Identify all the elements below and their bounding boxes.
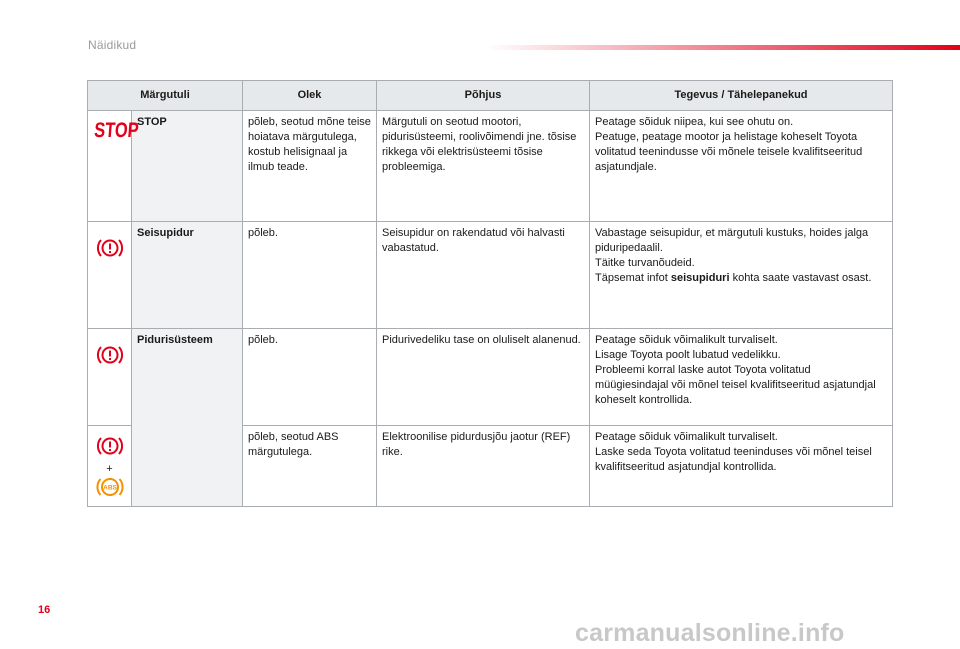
state-cell: põleb, seotud ABS märgutulega. [243,426,377,507]
light-name: Seisupidur [132,222,243,329]
column-header-action: Tegevus / Tähelepanekud [590,81,893,111]
action-cell [590,426,893,507]
watermark: carmanualsonline.info [575,619,845,647]
action-line: Peatage sõiduk niipea, kui see ohutu on. [595,116,794,128]
action-line: Probleemi korral laske autot Toyota volitatud müügiesindajal või mõnel teisel kvalifitseeritud asjatundjal koheselt kontrollida. [595,364,876,406]
column-header-light: Märgutuli [88,81,243,111]
cause-cell: Seisupidur on rakendatud või halvasti vabastatud. [377,222,590,329]
light-name: STOP [132,111,243,222]
action-line: Laske seda Toyota volitatud teeninduses või mõnel teisel kvalifitseeritud asjatundjal kontrollida. [595,446,872,473]
action-line: Vabastage seisupidur, et märgutuli kustuks, hoides jalga piduripedaalil. [595,227,869,254]
action-ref-bold: seisupiduri [670,272,730,284]
action-cell [590,111,893,222]
abs-warning-icon [95,475,125,504]
action-ref-suffix: kohta saate vastavast osast. [729,272,872,284]
action-cell [590,222,893,329]
action-ref-prefix: Täpsemat infot [595,272,671,284]
plus-sign: + [106,463,113,475]
table-row [88,111,893,222]
cause-cell: Pidurivedeliku tase on oluliselt alanenud. [377,329,590,426]
action-line: Täitke turvanõudeid. [595,257,695,269]
action-line: Peatage sõiduk võimalikult turvaliselt. [595,334,778,346]
brake-warning-icon [95,236,125,265]
icon-cell [88,222,132,329]
brake-warning-icon [95,343,125,372]
cause-cell: Elektroonilise pidurdusjõu jaotur (REF) rike. [377,426,590,507]
icon-cell [88,111,140,222]
action-line: Peatuge, peatage mootor ja helistage koheselt Toyota volitatud teenindusse või mõnele teisele kvalifitseeritud asjatundjale. [595,131,863,173]
icon-cell [88,426,132,507]
action-line: Lisage Toyota poolt lubatud vedelikku. [595,349,781,361]
page-number: 16 [38,604,51,616]
table-row [88,222,893,329]
state-cell: põleb, seotud mõne teise hoiatava märgutulega, kostub helisignaal ja ilmub teade. [243,111,377,222]
table-header-row [88,81,893,111]
column-header-cause: Põhjus [377,81,590,111]
header-accent-bar [485,45,960,50]
state-cell: põleb. [243,222,377,329]
light-name: Pidurisüsteem [132,329,243,507]
brake-warning-icon [95,434,125,463]
action-cell [590,329,893,426]
table-row [88,329,893,426]
action-reference [595,271,887,286]
cause-cell: Märgutuli on seotud mootori, pidurisüsteemi, roolivõimendi jne. tõsise rikkega või elektrisüsteemi tõsise probleemiga. [377,111,590,222]
warning-lights-table [87,80,893,507]
column-header-state: Olek [243,81,377,111]
action-line: Peatage sõiduk võimalikult turvaliselt. [595,431,778,443]
svg-text:ABS: ABS [102,484,117,492]
section-title: Näidikud [88,38,137,52]
state-cell: põleb. [243,329,377,426]
icon-cell [88,329,132,426]
stop-warning-icon: STOP [93,119,140,142]
